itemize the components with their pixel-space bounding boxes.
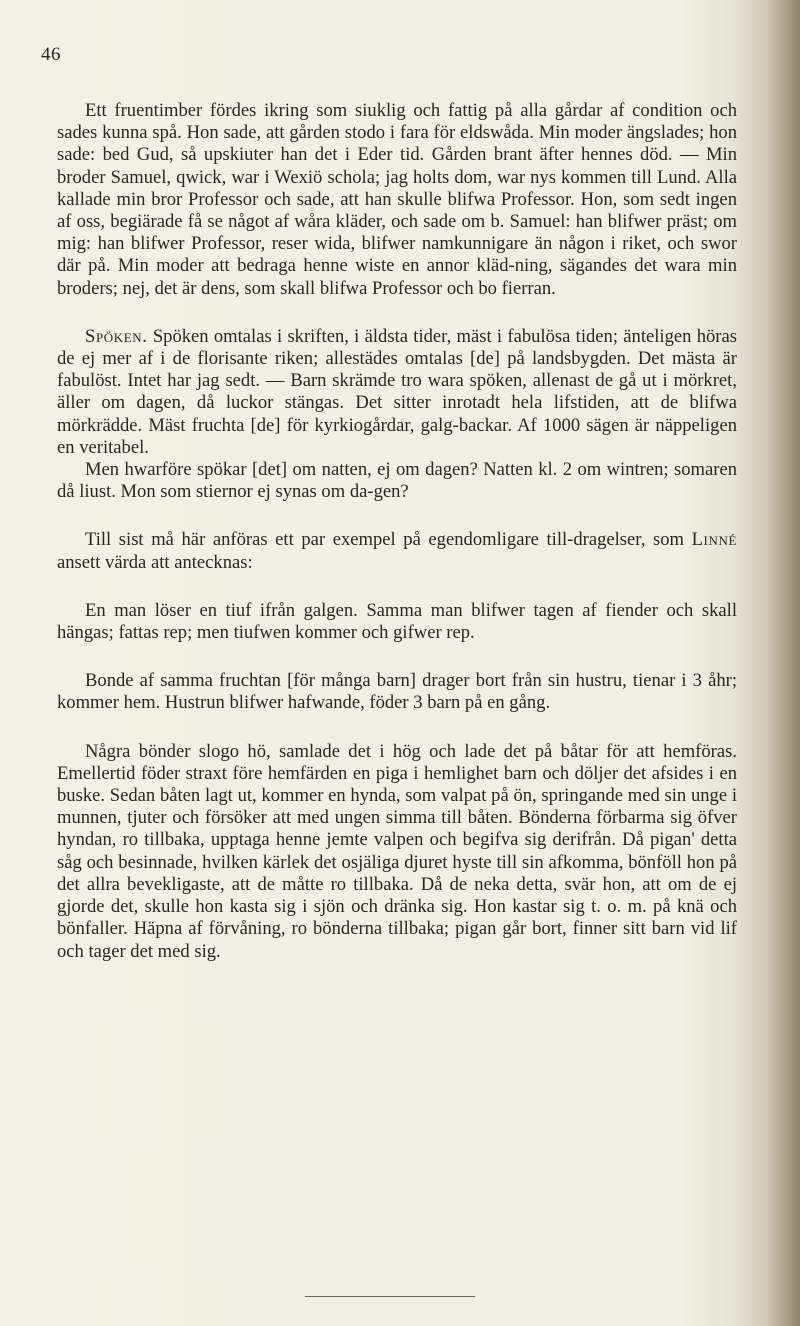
page-number: 46 bbox=[41, 44, 61, 65]
page-edge-shadow bbox=[766, 0, 800, 1326]
paragraph-tiuf: En man löser en tiuf ifrån galgen. Samma man blifwer tagen af fiender och skall hängas; fattas rep; men tiufwen kommer och gifwer rep. bbox=[57, 599, 737, 644]
author-name: Linné bbox=[691, 529, 737, 551]
paragraph-intro-examples bbox=[57, 529, 737, 573]
intro-text-before: Till sist må här anföras ett par exempel på egendomligare till-dragelser, som bbox=[85, 529, 692, 551]
paragraph-bonde: Bonde af samma fruchtan [för många barn] drager bort från sin hustru, tienar i 3 åhr; kommer hem. Hustrun blifwer hafwande, föder 3 barn på en gång. bbox=[57, 670, 737, 714]
paragraph-spoken-text: Spöken omtalas i skriften, i äldsta tider, mäst i fabulösa tiden; änteligen höras de ej mer af i de florisante riken; allestädes omtalas [de] på landsbygden. Det mästa är fabulöst. Intet har jag sedt. — Barn skrämde tro wara spöken, allenast de gå ut i mörkret, äller om dagen, då luckor stängas. Det sitter inrotadt hela lifstiden, att de blifwa mörkrädde. Mäst fruchta [de] för kyrkiogårdar, galg-backar. Af 1000 sägen är näppeligen en veritabel. bbox=[57, 325, 737, 458]
paragraph-fruentimber: Ett fruentimber fördes ikring som siuklig och fattig på alla gårdar af condition och sades kunna spå. Hon sade, att gården stodo i fara för eldswåda. Min moder ängslades; hon sade: bed Gud, så upskiuter han det i Eder tid. Gården brant äfter hennes död. — Min broder Samuel, qwick, war i Wexiö schola; jag holts dom, war nys kommen till Lund. Alla kallade min bror Professor och sade, att han skulle blifwa Professor. Hon, som sedt ingen af oss, begiärade få se något af wåra kläder, och sade om b. Samuel: han blifwer präst; om mig: han blifwer Professor, reser wida, blifwer namkunnigare än någon i riket, och swor där på. Min moder att bedraga henne wiste en annor kläd-ning, sägandes det wara min broders; nej, det är dens, som skall blifwa Professor och bo fierran. bbox=[57, 100, 737, 299]
closing-rule bbox=[305, 1296, 475, 1297]
paragraph-bonder: Några bönder slogo hö, samlade det i hög och lade det på båtar för att hemföras. Emellertid föder straxt före hemfärden en piga i hemlighet barn och döljer det afsides i en buske. Sedan båten lagt ut, kommer en hynda, som valpat på ön, springande med sin unge i munnen, tjuter och försöker att med ungen simma till båten. Bönderna förbarma sig öfver hyndan, ro tillbaka, upptaga henne jemte valpen och begifva sig derifrån. Då pigan' detta såg och besinnade, hvilken kärlek det osjäliga djuret hyste till sin afkomma, bönföll hon på det allra bevekligaste, att de måtte ro tillbaka. Då de neka detta, svär hon, att om de ej gjorde det, skulle hon kasta sig i sjön och dränka sig. Hon kastar sig t. o. m. på knä och bönfaller. Häpna af förvåning, ro bönderna tillbaka; pigan går bort, finner sitt barn vid lif och tager det med sig. bbox=[57, 740, 737, 962]
paragraph-natten: Men hwarföre spökar [det] om natten, ej om dagen? Natten kl. 2 om wintren; somaren då liust. Mon som stiernor ej synas om da-gen? bbox=[57, 459, 737, 503]
page-body bbox=[57, 100, 737, 963]
paragraph-spoken bbox=[57, 326, 737, 459]
section-lead-spoken: Spöken. bbox=[85, 325, 148, 347]
intro-text-after: ansett värda att antecknas: bbox=[57, 551, 253, 573]
